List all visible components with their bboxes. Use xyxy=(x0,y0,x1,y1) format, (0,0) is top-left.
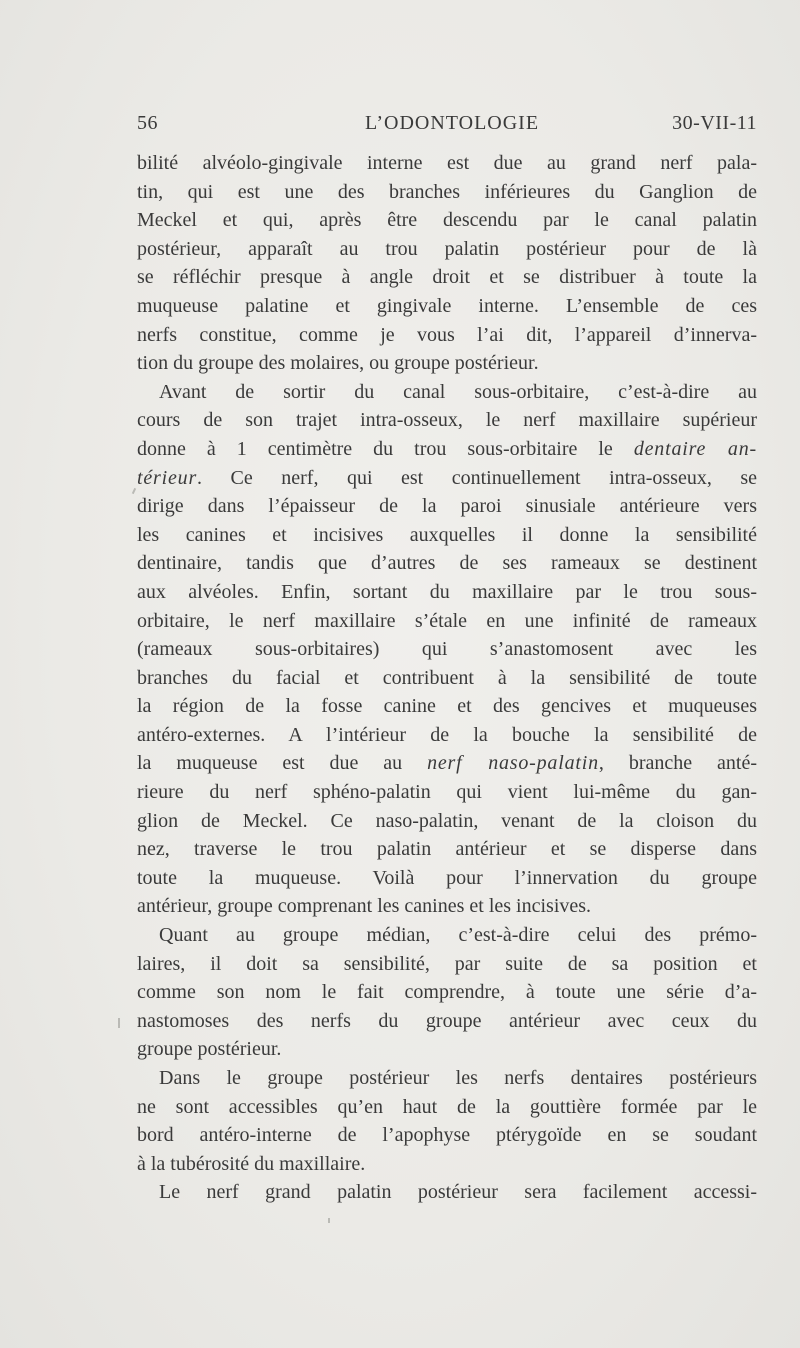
line-text: postérieur, apparaît au trou palatin postérieur pour de là xyxy=(137,237,757,260)
line-text: glion de Meckel. Ce naso-palatin, venant de la cloison du xyxy=(137,809,757,832)
line-text: dentinaire, tandis que d’autres de ses rameaux se destinent xyxy=(137,552,757,575)
line-text: à la tubérosité du maxillaire. xyxy=(137,1152,366,1175)
line-text: comme son nom le fait comprendre, à toute une série d’a- xyxy=(137,981,757,1004)
text-line xyxy=(137,235,757,264)
text-line xyxy=(137,521,757,550)
line-text: aux alvéoles. Enfin, sortant du maxillaire par le trou sous- xyxy=(137,580,757,603)
line-text: donne à 1 centimètre du trou sous-orbitaire le xyxy=(137,437,634,460)
line-text: nez, traverse le trou palatin antérieur et se disperse dans xyxy=(137,838,757,861)
text-line xyxy=(137,749,757,778)
line-text: cours de son trajet intra-osseux, le nerf maxillaire supérieur xyxy=(137,409,757,432)
text-line xyxy=(137,978,757,1007)
line-text: se réfléchir presque à angle droit et se distribuer à toute la xyxy=(137,266,757,289)
text-line xyxy=(137,1093,757,1122)
text-line xyxy=(137,321,757,350)
text-line xyxy=(137,1035,757,1064)
line-text: Le nerf grand palatin postérieur sera facilement accessi- xyxy=(159,1181,757,1204)
text-line xyxy=(137,178,757,207)
text-line xyxy=(137,607,757,636)
line-text: bord antéro-interne de l’apophyse ptérygoïde en se soudant xyxy=(137,1124,757,1147)
line-text: branches du facial et contribuent à la sensibilité de toute xyxy=(137,666,757,689)
line-text: , branche anté- xyxy=(598,752,757,775)
line-text: Meckel et qui, après être descendu par le canal palatin xyxy=(137,209,757,232)
text-line xyxy=(137,464,757,493)
line-text: antérieur, groupe comprenant les canines et les incisives. xyxy=(137,895,592,918)
line-text: groupe postérieur. xyxy=(137,1038,282,1061)
ink-speck xyxy=(118,1018,120,1028)
text-line xyxy=(137,549,757,578)
line-text: tin, qui est une des branches inférieures du Ganglion de xyxy=(137,180,757,203)
text-line xyxy=(137,635,757,664)
body-text xyxy=(137,149,757,1207)
text-line xyxy=(137,1178,757,1207)
line-text: les canines et incisives auxquelles il donne la sensibilité xyxy=(137,523,757,546)
text-line xyxy=(137,721,757,750)
line-text: la région de la fosse canine et des gencives et muqueuses xyxy=(137,695,757,718)
text-line xyxy=(137,864,757,893)
line-text: bilité alvéolo-gingivale interne est due au grand nerf pala- xyxy=(137,152,757,174)
text-line xyxy=(137,778,757,807)
text-line xyxy=(137,1064,757,1093)
text-line xyxy=(137,349,757,378)
line-text: muqueuse palatine et gingivale interne. L’ensemble de ces xyxy=(137,294,757,317)
text-line xyxy=(137,149,757,178)
line-text: (rameaux sous-orbitaires) qui s’anastomosent avec les xyxy=(137,638,757,661)
running-header xyxy=(137,112,757,142)
italic-term: nerf naso-palatin xyxy=(427,752,599,775)
text-line xyxy=(137,292,757,321)
line-text: Avant de sortir du canal sous-orbitaire, c’est-à-dire au xyxy=(159,380,757,403)
line-text: orbitaire, le nerf maxillaire s’étale en une infinité de rameaux xyxy=(137,609,757,632)
line-text: Quant au groupe médian, c’est-à-dire celui des prémo- xyxy=(159,924,757,947)
line-text: toute la muqueuse. Voilà pour l’innervation du groupe xyxy=(137,866,757,889)
text-line xyxy=(137,406,757,435)
line-text: la muqueuse est due au xyxy=(137,752,428,775)
text-line xyxy=(137,664,757,693)
text-line xyxy=(137,921,757,950)
line-text: dirige dans l’épaisseur de la paroi sinusiale antérieure vers xyxy=(137,495,757,518)
line-text: Dans le groupe postérieur les nerfs dentaires postérieurs xyxy=(159,1067,757,1089)
line-text: tion du groupe des molaires, ou groupe postérieur. xyxy=(137,352,539,375)
ink-speck xyxy=(328,1218,330,1223)
text-line xyxy=(137,492,757,521)
text-line xyxy=(137,692,757,721)
text-line xyxy=(137,1150,757,1179)
line-text: laires, il doit sa sensibilité, par suite de sa position et xyxy=(137,952,757,975)
line-text: rieure du nerf sphéno-palatin qui vient lui-même du gan- xyxy=(137,781,757,804)
ink-speck xyxy=(132,488,136,494)
text-line xyxy=(137,206,757,235)
line-text: . Ce nerf, qui est continuellement intra-osseux, se xyxy=(197,466,757,489)
line-text: antéro-externes. A l’intérieur de la bouche la sensibilité de xyxy=(137,723,757,746)
issue-date: 30-VII-11 xyxy=(672,112,757,134)
text-line xyxy=(137,1007,757,1036)
text-line xyxy=(137,950,757,979)
text-line xyxy=(137,378,757,407)
line-text: ne sont accessibles qu’en haut de la gouttière formée par le xyxy=(137,1095,757,1118)
italic-term: dentaire an- xyxy=(633,437,757,460)
text-line xyxy=(137,578,757,607)
page-number: 56 xyxy=(137,112,158,134)
text-line xyxy=(137,807,757,836)
text-line xyxy=(137,835,757,864)
text-line xyxy=(137,435,757,464)
text-line xyxy=(137,1121,757,1150)
line-text: nerfs constitue, comme je vous l’ai dit, l’appareil d’innerva- xyxy=(137,323,757,346)
italic-term: térieur xyxy=(137,466,198,489)
text-line xyxy=(137,263,757,292)
text-line xyxy=(137,892,757,921)
line-text: nastomoses des nerfs du groupe antérieur avec ceux du xyxy=(137,1009,757,1032)
running-title: L’ODONTOLOGIE xyxy=(364,112,540,134)
